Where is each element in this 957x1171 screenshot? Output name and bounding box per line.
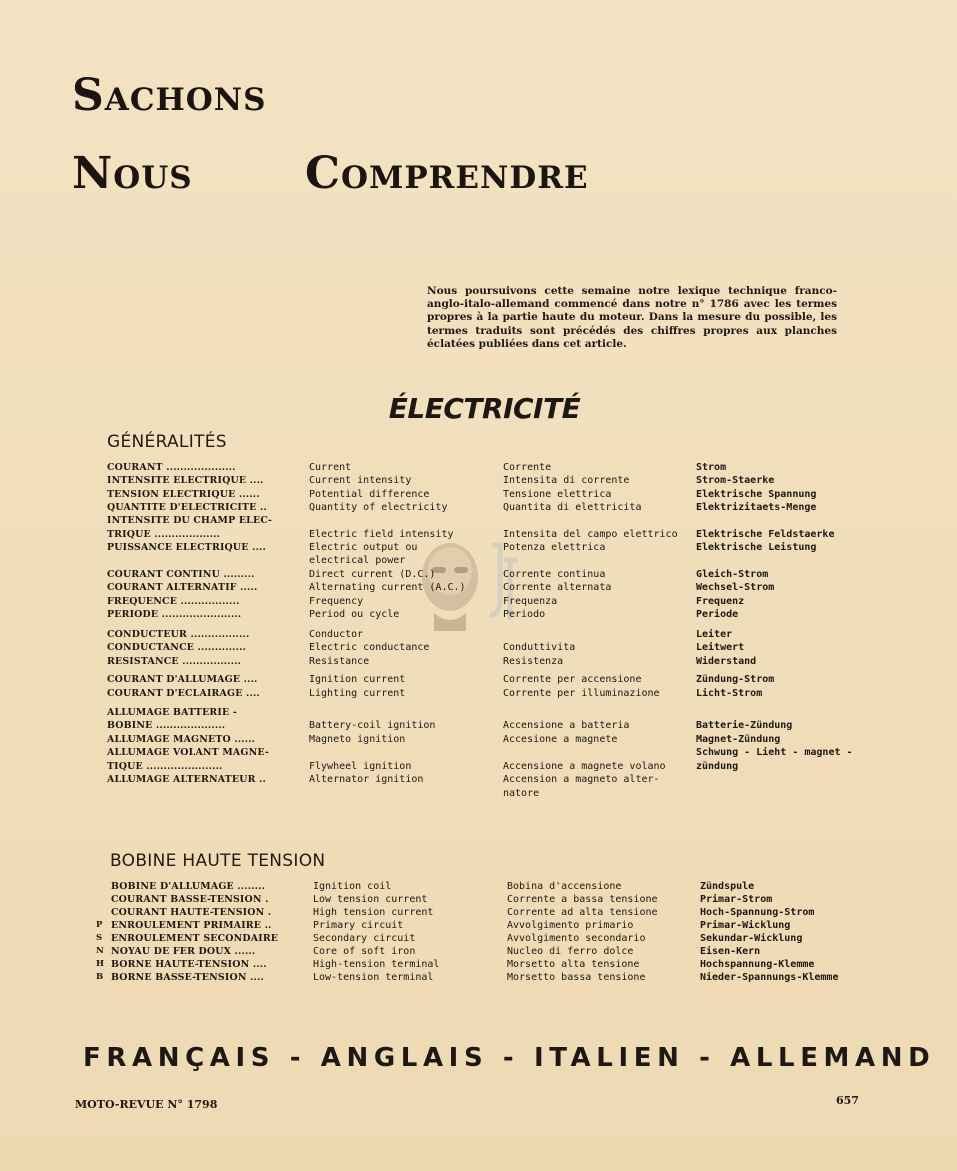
term-de: Hochspannung-Klemme [700, 959, 815, 970]
term-de: Nieder-Spannungs-Klemme [700, 972, 839, 983]
heading-generalites: GÉNÉRALITÉS [107, 432, 227, 452]
page-title-line-1 [72, 70, 267, 121]
term-fr: QUANTITE D'ELECTRICITE .. [107, 502, 267, 513]
magazine-issue: MOTO-REVUE N° 1798 [75, 1098, 218, 1111]
term-en: Magneto ignition [309, 734, 406, 745]
term-fr: TENSION ELECTRIQUE ...... [107, 489, 260, 500]
term-it: Frequenza [503, 596, 558, 607]
term-fr: BORNE BASSE-TENSION .... [111, 972, 264, 983]
page-number: 657 [836, 1094, 859, 1107]
term-de: Periode [696, 609, 739, 620]
term-fr: BOBINE D'ALLUMAGE ........ [111, 881, 266, 892]
term-en: Resistance [309, 656, 370, 667]
term-fr: BORNE HAUTE-TENSION .... [111, 959, 267, 970]
term-en: Flywheel ignition [309, 761, 412, 772]
diagram-reference-mark: P [96, 920, 103, 930]
term-de: Strom-Staerke [696, 475, 775, 486]
term-it: natore [503, 788, 540, 799]
term-it: Corrente per illuminazione [503, 688, 660, 699]
term-en: Electric output ou [309, 542, 418, 553]
term-en: Lighting current [309, 688, 406, 699]
term-de: Schwung - Lieht - magnet - [696, 747, 853, 758]
title-word-comprendre: Comprendre [305, 148, 589, 199]
term-de: Elektrische Spannung [696, 489, 817, 500]
term-en: Ignition coil [313, 881, 392, 892]
term-fr: COURANT HAUTE-TENSION . [111, 907, 272, 918]
term-fr: ENROULEMENT PRIMAIRE .. [111, 920, 272, 931]
term-it: Morsetto alta tensione [507, 959, 640, 970]
term-it: Morsetto bassa tensione [507, 972, 646, 983]
term-fr: CONDUCTEUR ................. [107, 629, 250, 640]
term-fr: COURANT CONTINU ......... [107, 569, 255, 580]
term-it: Accesione a magnete [503, 734, 618, 745]
term-en: Battery-coil ignition [309, 720, 436, 731]
term-en: Primary circuit [313, 920, 404, 931]
term-it: Corrente continua [503, 569, 606, 580]
term-en: Ignition current [309, 674, 406, 685]
term-en: High tension current [313, 907, 434, 918]
term-fr: NOYAU DE FER DOUX ...... [111, 946, 256, 957]
term-de: Hoch-Spannung-Strom [700, 907, 815, 918]
diagram-reference-mark: B [96, 972, 104, 982]
term-it: Corrente [503, 462, 552, 473]
title-word-sachons: Sachons [72, 70, 267, 121]
term-de: Sekundar-Wicklung [700, 933, 803, 944]
term-fr: ENROULEMENT SECONDAIRE [111, 933, 279, 944]
term-fr: TRIQUE ................... [107, 529, 221, 540]
term-de: Widerstand [696, 656, 757, 667]
term-fr: COURANT BASSE-TENSION . [111, 894, 269, 905]
heading-bobine-haute-tension: BOBINE HAUTE TENSION [110, 851, 326, 871]
page-title-line-2-word-1 [72, 148, 193, 199]
term-it: Corrente per accensione [503, 674, 642, 685]
intro-paragraph: Nous poursuivons cette semaine notre lexique technique franco-anglo-italo-allemand commencé dans notre n° 1786 avec les termes propres à la partie haute du moteur. Dans la mesure du possible, les termes traduits sont précédés des chiffres propres aux planches éclatées publiées dans cet article. [427, 285, 837, 350]
term-it: Corrente alternata [503, 582, 612, 593]
term-fr: ALLUMAGE ALTERNATEUR .. [107, 774, 267, 785]
term-de: Gleich-Strom [696, 569, 769, 580]
term-fr: INTENSITE DU CHAMP ELEC- [107, 515, 273, 526]
term-de: Batterie-Zündung [696, 720, 793, 731]
term-it: Corrente ad alta tensione [507, 907, 658, 918]
term-it: Intensita di corrente [503, 475, 630, 486]
term-it: Corrente a bassa tensione [507, 894, 658, 905]
term-en: Core of soft iron [313, 946, 416, 957]
term-de: Elektrische Feldstaerke [696, 529, 835, 540]
term-en: Direct current (D.C.) [309, 569, 436, 580]
term-de: zündung [696, 761, 739, 772]
term-de: Zündung-Strom [696, 674, 775, 685]
term-de: Frequenz [696, 596, 745, 607]
diagram-reference-mark: N [96, 946, 104, 956]
term-de: Elektrizitaets-Menge [696, 502, 817, 513]
term-fr: ALLUMAGE VOLANT MAGNE- [107, 747, 269, 758]
term-en: Quantity of electricity [309, 502, 448, 513]
term-de: Licht-Strom [696, 688, 763, 699]
footer-languages: FRANÇAIS - ANGLAIS - ITALIEN - ALLEMAND [83, 1043, 936, 1073]
term-it: Conduttivita [503, 642, 576, 653]
section-title-electricite: ÉLECTRICITÉ [388, 392, 581, 425]
term-it: Tensione elettrica [503, 489, 612, 500]
term-fr: COURANT D'ECLAIRAGE .... [107, 688, 260, 699]
term-de: Primar-Strom [700, 894, 773, 905]
diagram-reference-mark: H [96, 959, 105, 969]
term-en: Alternator ignition [309, 774, 424, 785]
term-de: Zündspule [700, 881, 755, 892]
term-en: Conductor [309, 629, 364, 640]
term-en: Current [309, 462, 352, 473]
term-en: Current intensity [309, 475, 412, 486]
term-fr: ALLUMAGE BATTERIE - [107, 707, 237, 718]
term-fr: CONDUCTANCE .............. [107, 642, 247, 653]
term-fr: ALLUMAGE MAGNETO ...... [107, 734, 256, 745]
term-fr: TIQUE ...................... [107, 761, 223, 772]
term-it: Resistenza [503, 656, 564, 667]
term-fr: PERIODE ....................... [107, 609, 242, 620]
term-it: Intensita del campo elettrico [503, 529, 678, 540]
term-it: Accension a magneto alter- [503, 774, 660, 785]
term-de: Primar-Wicklung [700, 920, 791, 931]
term-en: Period ou cycle [309, 609, 400, 620]
term-fr: COURANT ALTERNATIF ..... [107, 582, 258, 593]
term-fr: FREQUENCE ................. [107, 596, 240, 607]
term-it: Nucleo di ferro dolce [507, 946, 634, 957]
term-de: Strom [696, 462, 727, 473]
term-en: Secondary circuit [313, 933, 416, 944]
term-en: Potential difference [309, 489, 430, 500]
term-de: Magnet-Zündung [696, 734, 781, 745]
term-it: Avvolgimento primario [507, 920, 634, 931]
term-it: Accensione a magnete volano [503, 761, 666, 772]
term-en: Low-tension terminal [313, 972, 434, 983]
term-fr: COURANT .................... [107, 462, 236, 473]
term-en: Low tension current [313, 894, 428, 905]
term-en: High-tension terminal [313, 959, 440, 970]
term-en: electrical power [309, 555, 406, 566]
term-de: Eisen-Kern [700, 946, 761, 957]
term-fr: PUISSANCE ELECTRIQUE .... [107, 542, 266, 553]
term-fr: COURANT D'ALLUMAGE .... [107, 674, 258, 685]
term-en: Alternating current (A.C.) [309, 582, 466, 593]
term-it: Accensione a batteria [503, 720, 630, 731]
term-it: Bobina d'accensione [507, 881, 622, 892]
term-it: Avvolgimento secondario [507, 933, 646, 944]
term-en: Electric field intensity [309, 529, 454, 540]
page-title-line-2-word-2 [305, 148, 589, 199]
term-fr: RESISTANCE ................. [107, 656, 242, 667]
term-en: Frequency [309, 596, 364, 607]
term-de: Wechsel-Strom [696, 582, 775, 593]
term-de: Leiter [696, 629, 733, 640]
term-it: Quantita di elettricita [503, 502, 642, 513]
term-de: Leitwert [696, 642, 745, 653]
diagram-reference-mark: S [96, 933, 103, 943]
title-word-nous: Nous [72, 148, 193, 199]
term-de: Elektrische Leistung [696, 542, 817, 553]
term-it: Potenza elettrica [503, 542, 606, 553]
term-fr: INTENSITE ELECTRIQUE .... [107, 475, 264, 486]
term-fr: BOBINE .................... [107, 720, 226, 731]
term-en: Electric conductance [309, 642, 430, 653]
term-it: Periodo [503, 609, 546, 620]
